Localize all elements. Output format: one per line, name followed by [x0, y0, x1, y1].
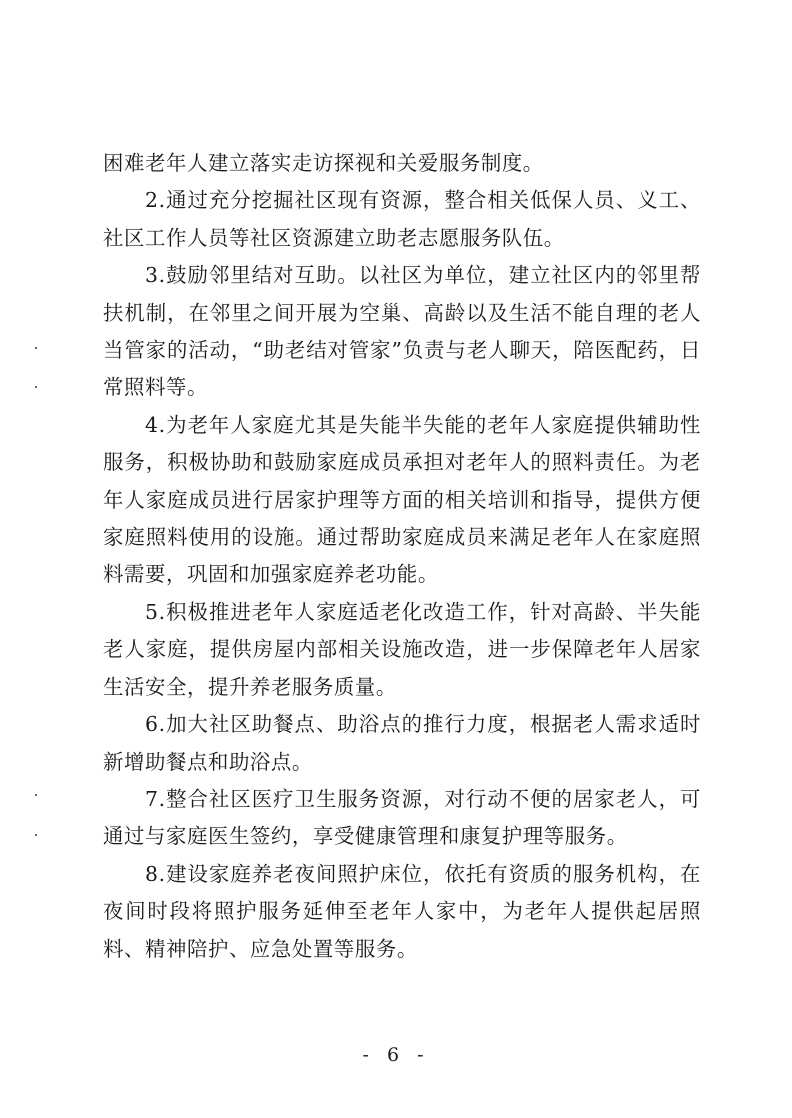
- binding-hole-mark: [35, 834, 37, 836]
- paragraph-item-2: 2.通过充分挖掘社区现有资源，整合相关低保人员、义工、社区工作人员等社区资源建立助老志愿服务队伍。: [103, 188, 701, 250]
- paragraph-continuation: 困难老年人建立落实走访探视和关爱服务制度。: [103, 151, 544, 175]
- binding-hole-mark: [35, 347, 37, 349]
- document-body: [103, 145, 701, 968]
- paragraph-item-6: 6.加大社区助餐点、助浴点的推行力度，根据老人需求适时新增助餐点和助浴点。: [103, 712, 701, 774]
- paragraph-item-8: 8.建设家庭养老夜间照护床位，依托有资质的服务机构，在夜间时段将照护服务延伸至老年人家中，为老年人提供起居照料、精神陪护、应急处置等服务。: [103, 861, 701, 961]
- paragraph-item-5: 5.积极推进老年人家庭适老化改造工作，针对高龄、半失能老人家庭，提供房屋内部相关设施改造，进一步保障老年人居家生活安全，提升养老服务质量。: [103, 599, 701, 699]
- paragraph-item-7: 7.整合社区医疗卫生服务资源，对行动不便的居家老人，可通过与家庭医生签约，享受健康管理和康复护理等服务。: [103, 786, 701, 849]
- binding-hole-mark: [35, 386, 37, 388]
- paragraph-item-3: 3.鼓励邻里结对互助。以社区为单位，建立社区内的邻里帮扶机制，在邻里之间开展为空巢、高龄以及生活不能自理的老人当管家的活动，“助老结对管家”负责与老人聊天，陪医配药，日常照料等。: [103, 263, 701, 400]
- paragraph-item-4: 4.为老年人家庭尤其是失能半失能的老年人家庭提供辅助性服务，积极协助和鼓励家庭成员承担对老年人的照料责任。为老年人家庭成员进行居家护理等方面的相关培训和指导，提供方便家庭照料使用的设施。通过帮助家庭成员来满足老年人在家庭照料需要，巩固和加强家庭养老功能。: [103, 412, 701, 587]
- page-number: - 6 -: [362, 1044, 430, 1066]
- binding-hole-mark: [35, 794, 37, 796]
